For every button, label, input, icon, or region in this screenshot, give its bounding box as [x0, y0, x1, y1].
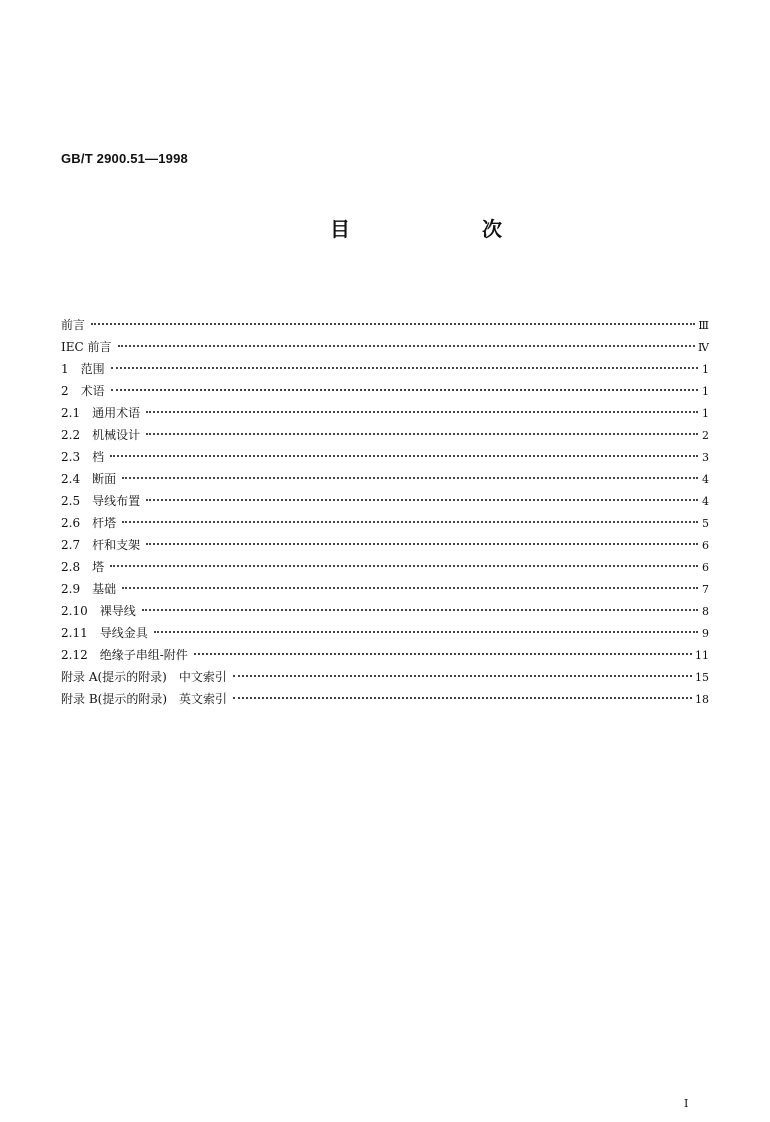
toc-leader-dots	[154, 631, 698, 633]
toc-entry[interactable]	[61, 534, 709, 556]
toc-entry-page: 1	[702, 385, 709, 398]
toc-entry-label: 2.3 档	[61, 450, 105, 464]
toc-leader-dots	[122, 587, 698, 589]
page-number: I	[684, 1097, 689, 1110]
toc-leader-dots	[110, 565, 698, 567]
toc-entry-page: 2	[702, 429, 709, 442]
toc-entry-label: 附录 B(提示的附录) 英文索引	[61, 692, 227, 706]
toc-leader-dots	[146, 499, 698, 501]
toc-entry-page: 3	[702, 451, 709, 464]
toc-entry-page: 4	[702, 473, 709, 486]
toc-entry-label: 2 术语	[61, 384, 105, 398]
toc-entry-label: 2.6 杆塔	[61, 516, 117, 530]
toc-entry-page: 1	[702, 407, 709, 420]
toc-leader-dots	[146, 433, 698, 435]
toc-entry[interactable]	[61, 314, 709, 336]
toc-entry-page: 4	[702, 495, 709, 508]
toc-entry[interactable]	[61, 512, 709, 534]
toc-entry[interactable]	[61, 424, 709, 446]
toc-leader-dots	[194, 653, 692, 655]
toc-entry-page: 8	[702, 605, 709, 618]
toc-leader-dots	[122, 477, 698, 479]
toc-entry[interactable]	[61, 336, 709, 358]
toc-leader-dots	[233, 697, 692, 699]
toc-leader-dots	[146, 543, 698, 545]
toc-entry-label: IEC 前言	[61, 340, 112, 354]
standard-code: GB/T 2900.51—1998	[61, 151, 188, 166]
toc-entry-page: Ⅳ	[698, 341, 709, 354]
toc-leader-dots	[111, 367, 698, 369]
toc-entry-page: 9	[702, 627, 709, 640]
toc-entry[interactable]	[61, 380, 709, 402]
toc-entry-label: 2.2 机械设计	[61, 428, 141, 442]
toc-leader-dots	[142, 609, 698, 611]
toc-entry-page: Ⅲ	[698, 319, 709, 332]
toc-entry[interactable]	[61, 666, 709, 688]
toc-entry-page: 6	[702, 561, 709, 574]
toc-entry-label: 1 范围	[61, 362, 105, 376]
toc-entry-label: 2.12 绝缘子串组-附件	[61, 648, 188, 662]
toc-leader-dots	[233, 675, 692, 677]
toc-entry-label: 附录 A(提示的附录) 中文索引	[61, 670, 227, 684]
toc-entry-page: 7	[702, 583, 709, 596]
toc-entry[interactable]	[61, 402, 709, 424]
toc-entry-page: 15	[695, 671, 709, 684]
page-title: 目 次	[330, 217, 558, 241]
toc-entry[interactable]	[61, 556, 709, 578]
toc-entry-label: 2.4 断面	[61, 472, 117, 486]
toc-entry[interactable]	[61, 578, 709, 600]
toc-entry-page: 11	[695, 649, 709, 662]
toc-entry-page: 1	[702, 363, 709, 376]
toc-leader-dots	[91, 323, 695, 325]
toc-entry-page: 18	[695, 693, 709, 706]
toc-entry-label: 2.5 导线布置	[61, 494, 141, 508]
toc-entry[interactable]	[61, 622, 709, 644]
toc-leader-dots	[118, 345, 696, 347]
toc-leader-dots	[110, 455, 698, 457]
toc-entry[interactable]	[61, 358, 709, 380]
toc-entry-label: 2.10 裸导线	[61, 604, 136, 618]
toc-entry[interactable]	[61, 688, 709, 710]
toc-leader-dots	[111, 389, 698, 391]
toc-entry-label: 2.8 塔	[61, 560, 105, 574]
toc-entry[interactable]	[61, 490, 709, 512]
toc-entry[interactable]	[61, 446, 709, 468]
toc-leader-dots	[122, 521, 698, 523]
toc-entry[interactable]	[61, 468, 709, 490]
toc-entry-page: 5	[702, 517, 709, 530]
toc-entry-label: 2.1 通用术语	[61, 406, 141, 420]
table-of-contents	[61, 314, 709, 710]
toc-leader-dots	[146, 411, 698, 413]
toc-entry[interactable]	[61, 600, 709, 622]
toc-entry-label: 前言	[61, 318, 86, 332]
toc-entry-label: 2.9 基础	[61, 582, 117, 596]
toc-entry-label: 2.11 导线金具	[61, 626, 148, 640]
toc-entry-label: 2.7 杆和支架	[61, 538, 141, 552]
toc-entry-page: 6	[702, 539, 709, 552]
toc-entry[interactable]	[61, 644, 709, 666]
